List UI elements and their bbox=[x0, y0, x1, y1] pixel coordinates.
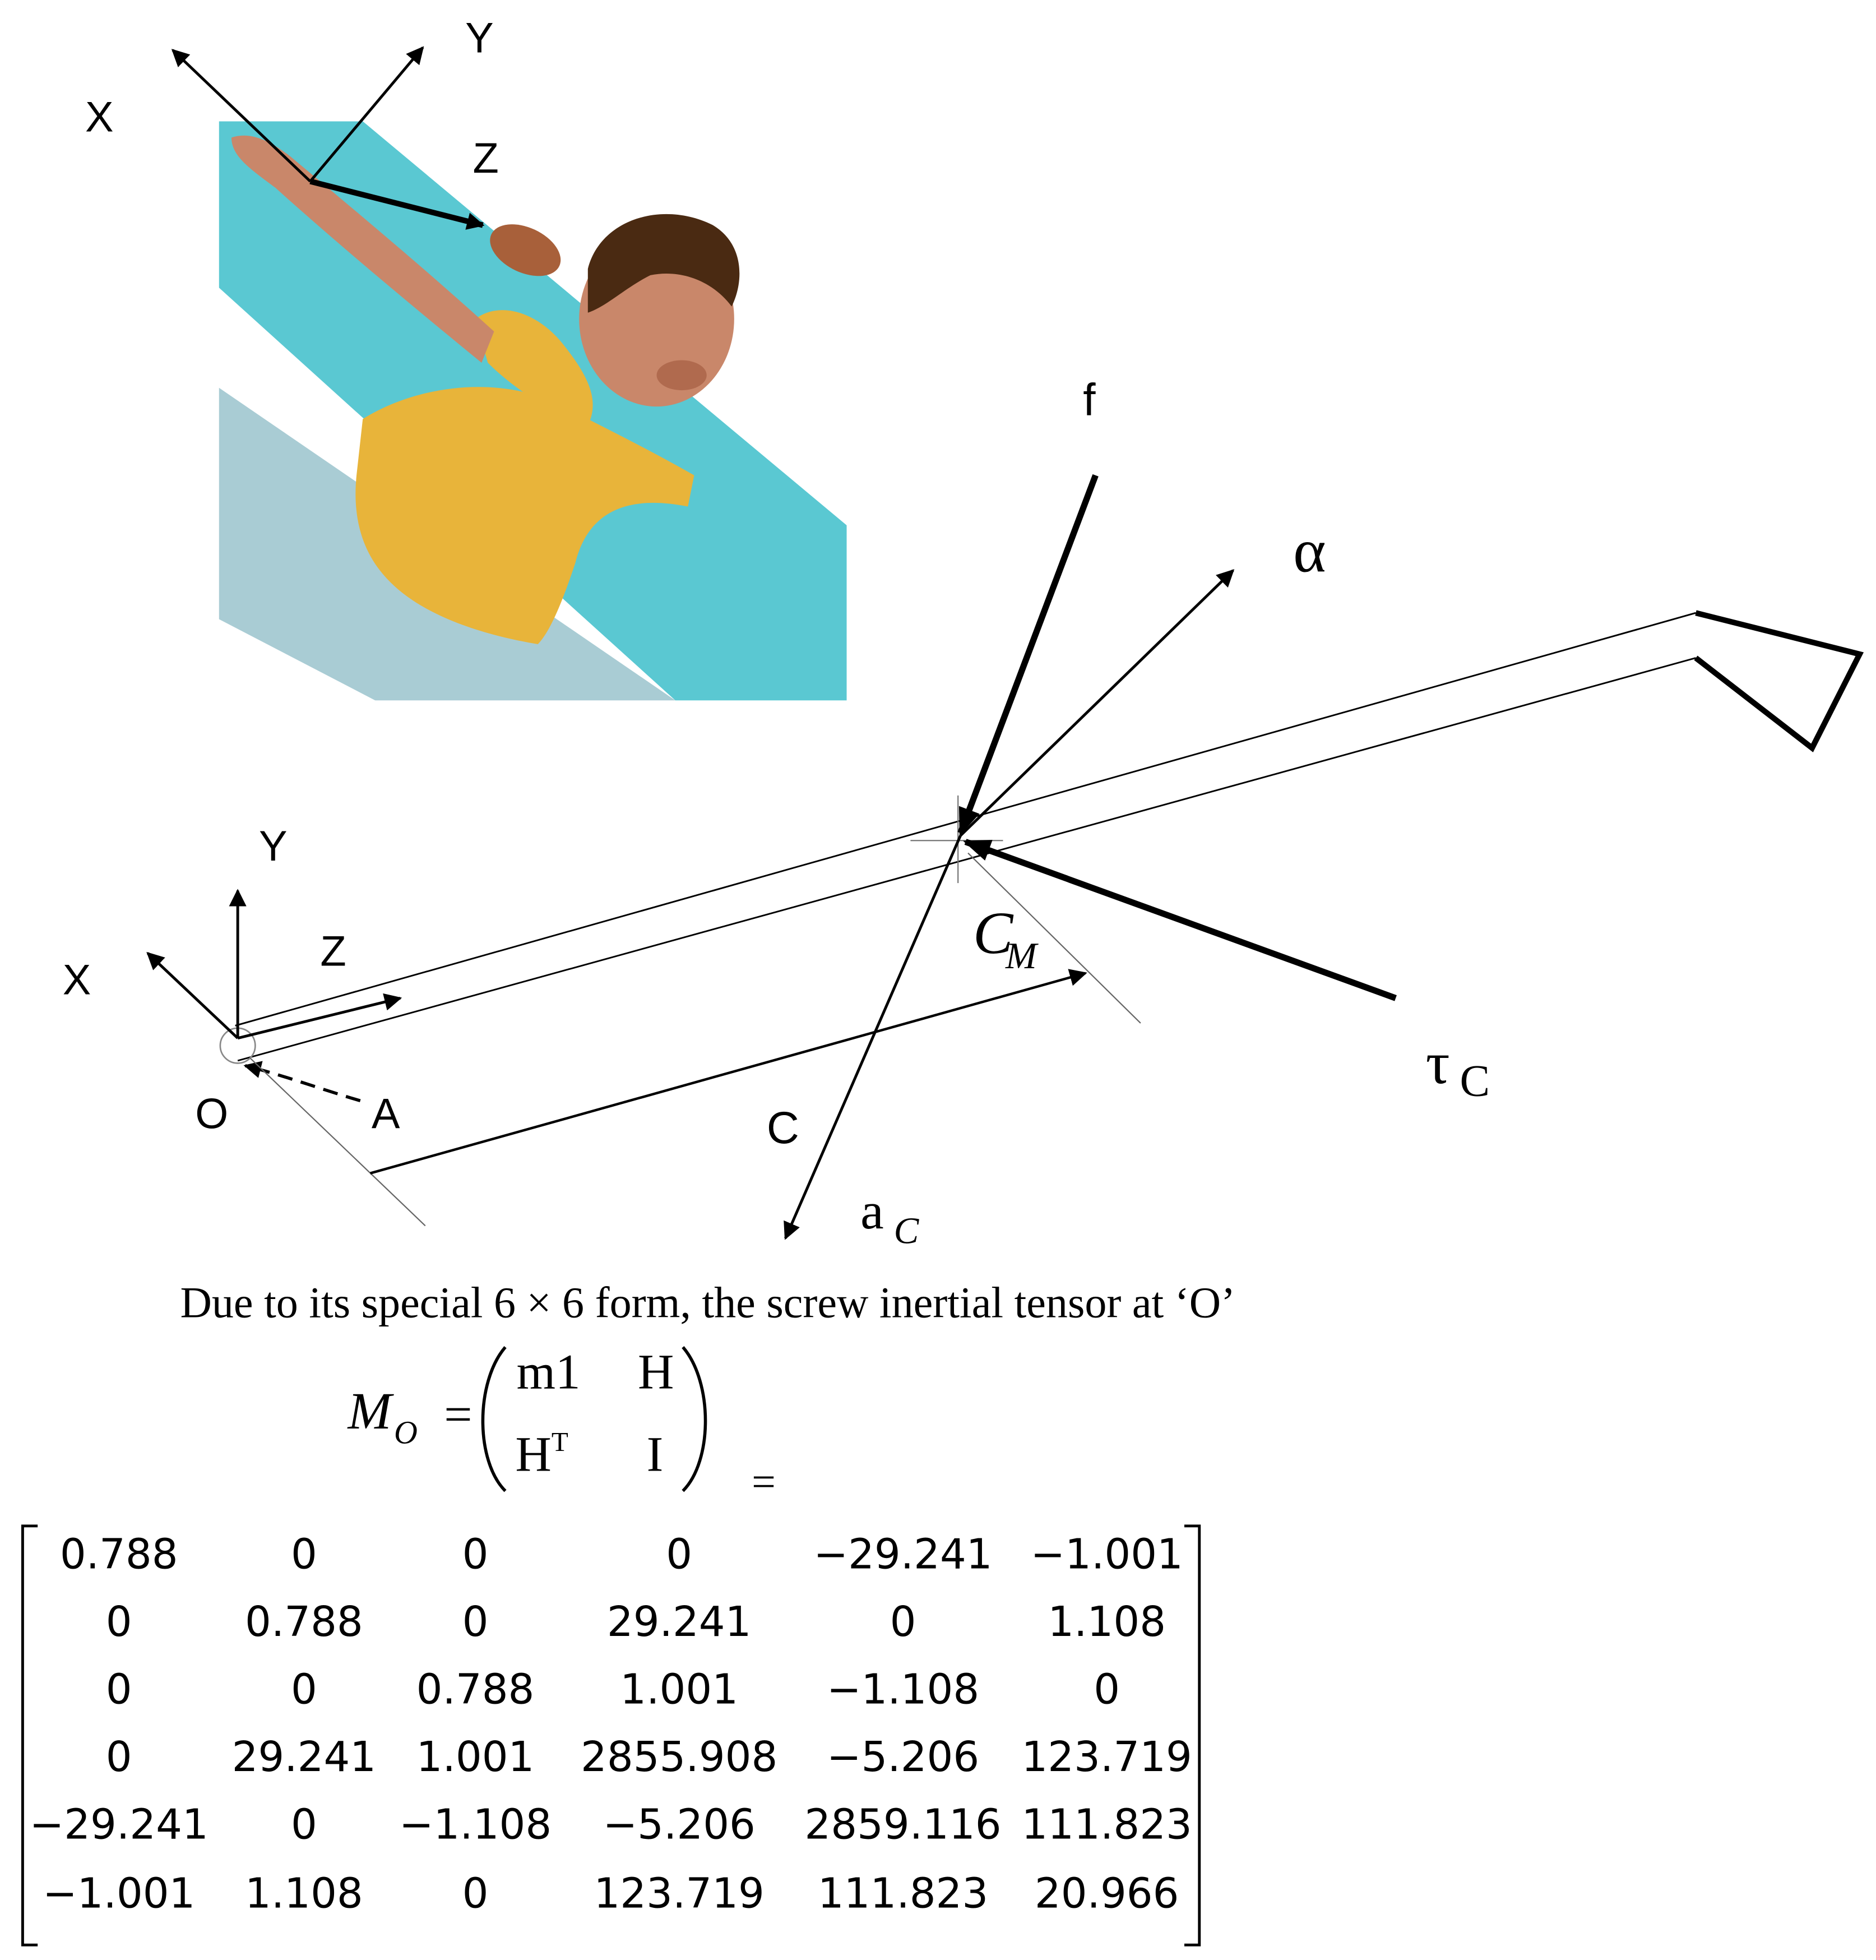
alpha-label: α bbox=[1293, 516, 1326, 586]
swimmer-z-label: Z bbox=[473, 134, 499, 182]
matrix-cell-r1-c4: 0 bbox=[666, 1531, 693, 1579]
matrix-cell-r1-c1: 0.788 bbox=[59, 1531, 178, 1579]
matrix-cell-r4-c4: 2855.908 bbox=[581, 1734, 778, 1782]
hand-outline bbox=[1696, 613, 1859, 748]
matrix-cell-r4-c2: 29.241 bbox=[231, 1734, 377, 1782]
matrix-cell-r3-c3: 0.788 bbox=[416, 1666, 535, 1714]
matrix-cell-r5-c3: −1.108 bbox=[399, 1801, 552, 1849]
block-m12: H bbox=[638, 1344, 674, 1400]
extension-line-o bbox=[250, 1058, 425, 1226]
frame-y-label: Y bbox=[259, 822, 288, 870]
point-a-label: A bbox=[371, 1090, 400, 1138]
matrix-cell-r6-c2: 1.108 bbox=[245, 1870, 363, 1918]
block-right-paren bbox=[683, 1347, 705, 1491]
frame-z-label: Z bbox=[320, 927, 346, 976]
swimmer-y-label: Y bbox=[465, 14, 494, 62]
matrix-cell-r3-c6: 0 bbox=[1094, 1666, 1120, 1714]
matrix-cell-r3-c2: 0 bbox=[290, 1666, 317, 1714]
frame-x-axis bbox=[147, 953, 238, 1038]
a-to-o-arrow bbox=[245, 1066, 360, 1101]
matrix-cell-r4-c6: 123.719 bbox=[1021, 1734, 1192, 1782]
matrix-cell-r5-c2: 0 bbox=[290, 1801, 317, 1849]
lhs-term: M $_O$ bbox=[348, 1382, 418, 1451]
matrix-cell-r6-c3: 0 bbox=[462, 1870, 489, 1918]
matrix-cell-r3-c5: −1.108 bbox=[826, 1666, 980, 1714]
frame-x-label: X bbox=[62, 956, 91, 1004]
alpha-arrow bbox=[961, 570, 1233, 835]
block-equation bbox=[346, 1344, 775, 1505]
force-label: f bbox=[1083, 375, 1096, 426]
matrix-cell-r4-c3: 1.001 bbox=[416, 1734, 535, 1782]
matrix-cell-r5-c4: −5.206 bbox=[603, 1801, 756, 1849]
matrix-cell-r1-c2: 0 bbox=[290, 1531, 317, 1579]
block-m21: $H^T$ bbox=[515, 1426, 568, 1482]
torque-label: τ $_C$ bbox=[1425, 1030, 1490, 1106]
matrix-cell-r1-c6: −1.001 bbox=[1030, 1531, 1183, 1579]
matrix-cell-r6-c6: 20.966 bbox=[1034, 1870, 1179, 1918]
matrix-cells bbox=[30, 1531, 1192, 1918]
inertia-matrix bbox=[22, 1526, 1199, 1945]
trailing-equals: = bbox=[752, 1458, 776, 1506]
matrix-cell-r3-c1: 0 bbox=[105, 1666, 132, 1714]
matrix-cell-r3-c4: 1.001 bbox=[620, 1666, 739, 1714]
point-c-label: C bbox=[766, 1103, 799, 1154]
origin-label: O bbox=[195, 1090, 229, 1138]
segment-edge-bottom bbox=[238, 658, 1696, 1061]
matrix-cell-r5-c1: −29.241 bbox=[29, 1801, 209, 1849]
matrix-left-bracket bbox=[22, 1526, 38, 1945]
matrix-cell-r5-c5: 2859.116 bbox=[804, 1801, 1002, 1849]
distance-arrow bbox=[370, 973, 1086, 1173]
caption-text: Due to its special 6 × 6 form, the screw inertial tensor at ‘O’ bbox=[180, 1278, 1236, 1327]
matrix-cell-r6-c5: 111.823 bbox=[817, 1870, 989, 1918]
force-arrow bbox=[961, 475, 1096, 833]
matrix-cell-r6-c4: 123.719 bbox=[594, 1870, 765, 1918]
matrix-cell-r5-c6: 111.823 bbox=[1021, 1801, 1192, 1849]
matrix-cell-r4-c1: 0 bbox=[105, 1734, 132, 1782]
matrix-cell-r2-c3: 0 bbox=[462, 1598, 489, 1647]
linear-accel-label: a $_C$ bbox=[860, 1182, 919, 1252]
block-m22: I bbox=[646, 1426, 664, 1482]
matrix-cell-r4-c5: −5.206 bbox=[826, 1734, 980, 1782]
block-left-paren bbox=[483, 1347, 505, 1491]
matrix-cell-r2-c5: 0 bbox=[890, 1598, 916, 1647]
swimmer-x-label: X bbox=[85, 93, 114, 141]
matrix-cell-r2-c6: 1.108 bbox=[1048, 1598, 1166, 1647]
matrix-cell-r2-c2: 0.788 bbox=[245, 1598, 363, 1647]
block-m11: m1 bbox=[516, 1344, 581, 1400]
matrix-cell-r6-c1: −1.001 bbox=[42, 1870, 196, 1918]
matrix-cell-r2-c4: 29.241 bbox=[606, 1598, 752, 1647]
matrix-cell-r1-c5: −29.241 bbox=[813, 1531, 993, 1579]
lhs-equals: = bbox=[444, 1386, 473, 1443]
swimmer-illustration bbox=[85, 15, 847, 701]
matrix-cell-r1-c3: 0 bbox=[462, 1531, 489, 1579]
mass-center-label: CM bbox=[972, 900, 1037, 977]
accel-line bbox=[785, 835, 960, 1238]
matrix-cell-r2-c1: 0 bbox=[105, 1598, 132, 1647]
